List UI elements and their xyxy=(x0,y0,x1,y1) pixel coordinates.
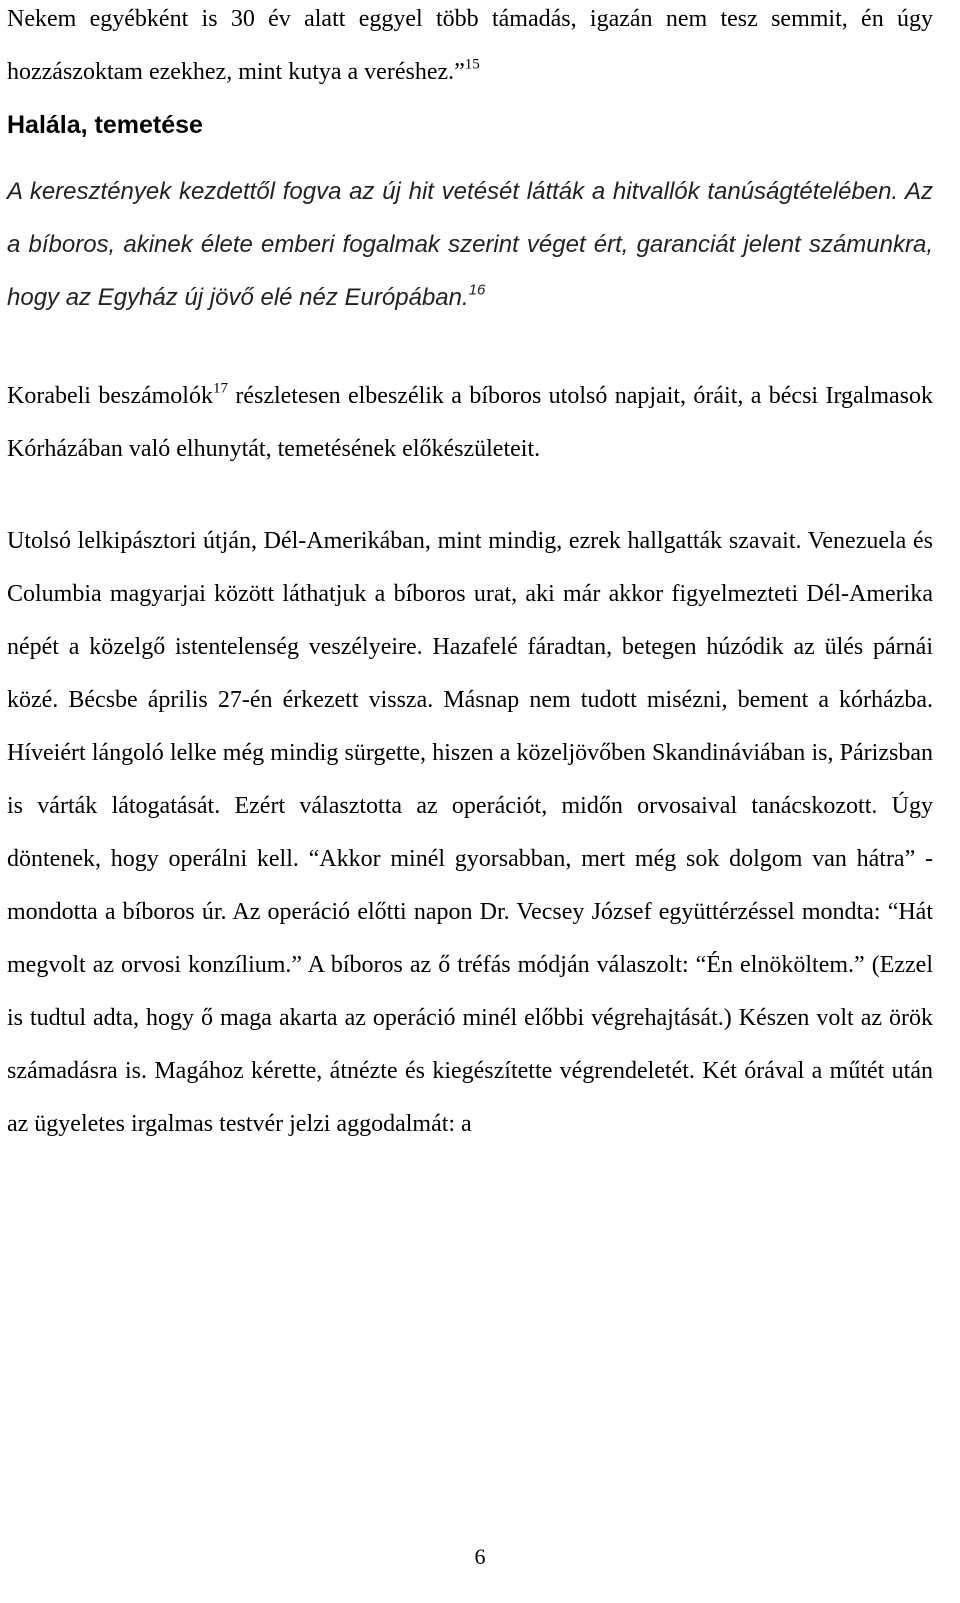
footnote-ref-15[interactable]: 15 xyxy=(464,56,480,73)
footnote-ref-16[interactable]: 16 xyxy=(468,281,486,299)
last-journey-text: Utolsó lelkipásztori útján, Dél-Amerikában, mint mindig, ezrek hallgatták szavait. Venezuela és Columbia magyarjai között láthatjuk a bíboros urat, aki már akkor figyelmezteti Dél-Amerika népét a közelgő istentelenség veszélyeire. Hazafelé fáradtan, betegen húzódik az ülés párnái közé. Bécsbe április 27-én érkezett vissza. Másnap nem tudott misézni, bement a kórházba. Híveiért lángoló lelke még mindig sürgette, hiszen a közeljövőben Skandináviában is, Párizsban is várták látogatását. Ezért választotta az operációt, midőn orvosaival tanácskozott. Úgy döntenek, hogy operálni kell. “Akkor minél gyorsabban, mert még sok dolgom van hátra” - mondotta a bíboros úr. Az operáció előtti napon Dr. Vecsey József együttérzéssel mondta: “Hát megvolt az orvosi konzílium.” A bíboros az ő tréfás módján válaszolt: “Én elnököltem.” (Ezzel is tudtul adta, hogy ő maga akarta az operáció minél előbbi végrehajtását.) Készen volt az örök számadásra is. Magához kérette, átnézte és kiegészítette végrendeletét. Két órával a műtét után az ügyeletes irgalmas testvér jelzi aggodalmát: a xyxy=(7,528,933,1137)
paragraph-spacer xyxy=(7,476,933,518)
quote-paragraph xyxy=(7,165,933,324)
quote-text: A keresztények kezdettől fogva az új hit vetését látták a hitvallók tanúságtételében. Az a bíboros, akinek élete emberi fogalmak szerint véget ért, garanciát jelent számunkra, hogy az Egyház új jövő elé néz Európában. xyxy=(7,178,933,311)
reports-text-before: Korabeli beszámolók xyxy=(7,383,213,409)
intro-paragraph xyxy=(7,0,933,99)
reports-paragraph xyxy=(7,370,933,476)
page-number: 6 xyxy=(474,1544,486,1569)
document-page xyxy=(7,0,933,1151)
reports-text-after: részletesen elbeszélik a bíboros utolsó napjait, óráit, a bécsi Irgalmasok Kórházában való elhunytát, temetésének előkészületeit. xyxy=(7,383,933,462)
intro-text: Nekem egyébként is 30 év alatt eggyel több támadás, igazán nem tesz semmit, én úgy hozzászoktam ezekhez, mint kutya a veréshez.” xyxy=(7,6,933,85)
paragraph-spacer xyxy=(7,324,933,366)
last-journey-paragraph xyxy=(7,515,933,1151)
section-heading: Halála, temetése xyxy=(7,111,203,139)
footnote-ref-17[interactable]: 17 xyxy=(212,380,228,397)
